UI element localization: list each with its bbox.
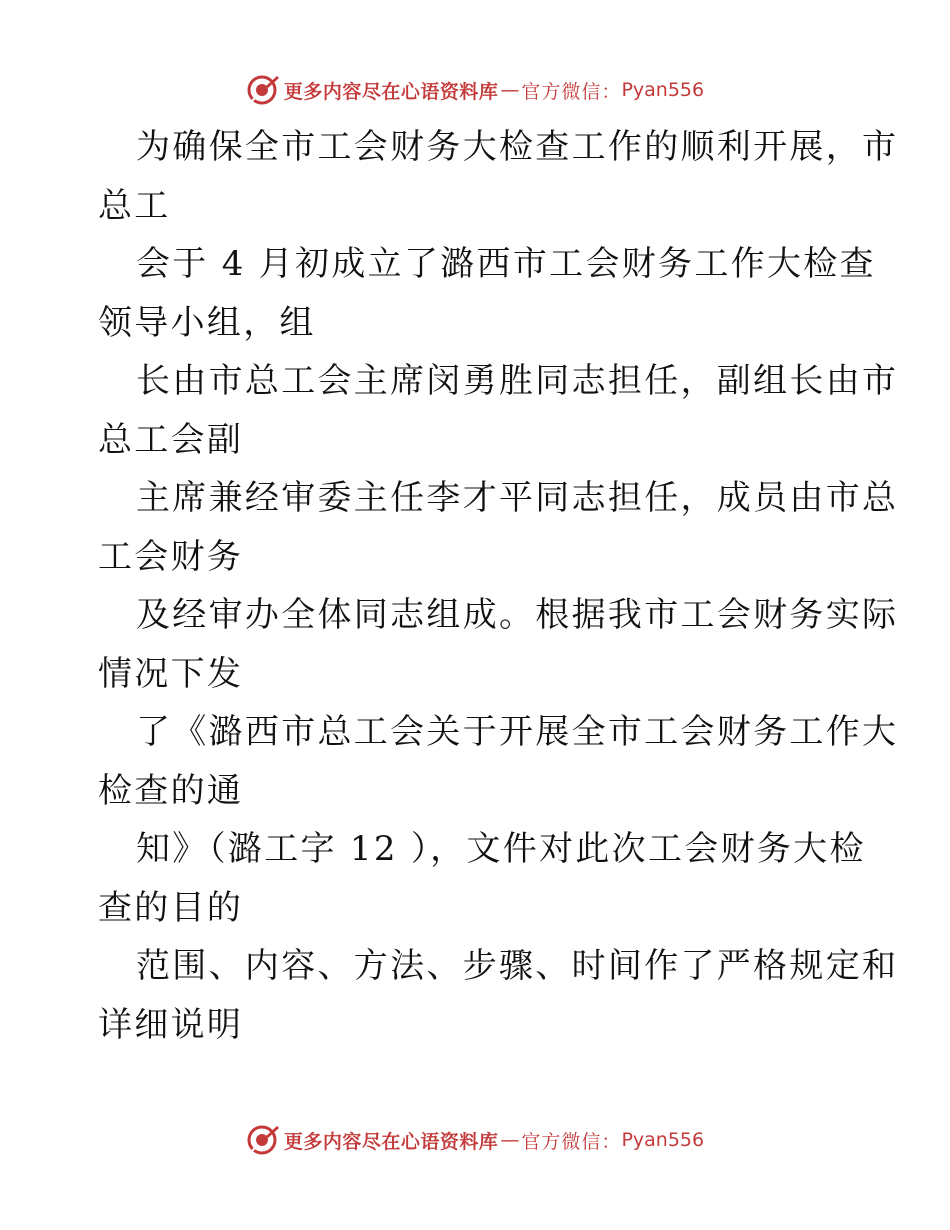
paragraph — [0, 820, 950, 937]
text-line: 查的目的 — [98, 887, 244, 928]
paragraph — [0, 469, 950, 586]
document-body — [0, 118, 950, 1054]
paragraph — [0, 586, 950, 703]
header-banner — [0, 70, 950, 110]
banner-dash: — — [500, 79, 520, 101]
text-line: 范围、内容、方法、步骤、时间作了严格规定和 — [136, 946, 899, 986]
pen-logo-icon — [246, 1123, 280, 1157]
banner-text: 更多内容尽在心语资料库 — [283, 80, 499, 103]
paragraph — [0, 235, 950, 352]
paragraph — [0, 352, 950, 469]
text-line: 及经审办全体同志组成。根据我市工会财务实际 — [136, 595, 899, 635]
text-line: 总工会副 — [98, 419, 244, 460]
paragraph — [0, 703, 950, 820]
banner-wechat-label: 官方微信： — [521, 1130, 622, 1153]
banner-text: 更多内容尽在心语资料库 — [283, 1130, 499, 1153]
text-line: 知》（潞工字 12 ），文件对此次工会财务大检 — [136, 829, 866, 869]
text-line: 详细说明 — [98, 1004, 244, 1045]
pen-logo-icon — [246, 73, 280, 107]
text-line: 总工 — [98, 185, 171, 226]
text-line: 为确保全市工会财务大检查工作的顺利开展，市 — [136, 127, 899, 167]
banner-dash: — — [500, 1129, 520, 1151]
text-line: 主席兼经审委主任李才平同志担任，成员由市总 — [136, 478, 899, 518]
text-line: 了《潞西市总工会关于开展全市工会财务工作大 — [136, 712, 899, 752]
banner-wechat-label: 官方微信： — [521, 80, 622, 103]
banner-wechat-id: Pyan556 — [621, 79, 705, 101]
text-line: 工会财务 — [98, 536, 244, 577]
text-line: 领导小组，组 — [98, 302, 316, 343]
text-line: 检查的通 — [98, 770, 244, 811]
text-line: 情况下发 — [98, 653, 244, 694]
paragraph — [0, 118, 950, 235]
banner-wechat-id: Pyan556 — [621, 1129, 705, 1151]
text-line: 长由市总工会主席闵勇胜同志担任，副组长由市 — [136, 361, 899, 401]
footer-banner — [0, 1120, 950, 1160]
paragraph — [0, 937, 950, 1054]
text-line: 会于 4 月初成立了潞西市工会财务工作大检查 — [136, 244, 876, 284]
